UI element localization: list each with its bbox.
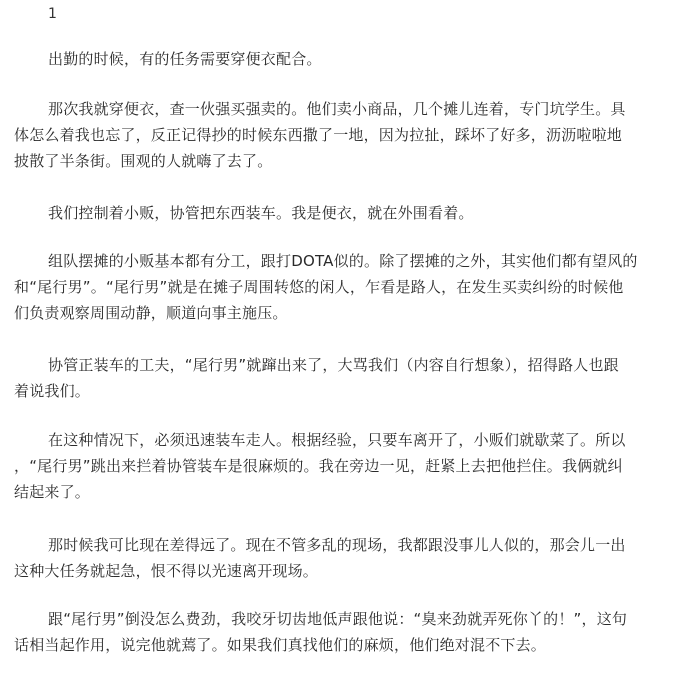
- paragraph-line: 协管正装车的工夫，“尾行男”就蹿出来了，大骂我们（内容自行想象），招得路人也跟: [48, 356, 619, 374]
- paragraph-line: 们负责观察周围动静，顺道向事主施压。: [14, 304, 288, 322]
- paragraph-line: 和“尾行男”。“尾行男”就是在摊子周围转悠的闲人，乍看是路人，在发生买卖纠纷的时候他: [14, 278, 624, 296]
- paragraph-line: 结起来了。: [14, 483, 91, 501]
- paragraph-line: 那次我就穿便衣，查一伙强买强卖的。他们卖小商品，几个摊儿连着，专门坑学生。具: [48, 100, 626, 118]
- paragraph-8: [14, 606, 672, 658]
- paragraph-5: [14, 352, 672, 404]
- paragraph-line: 在这种情况下，必须迅速装车走人。根据经验，只要车离开了，小贩们就歇菜了。所以: [48, 431, 626, 449]
- paragraph-3: [14, 200, 672, 226]
- paragraph-line: 这种大任务就起急，恨不得以光速离开现场。: [14, 562, 319, 580]
- paragraph-line: ，“尾行男”跳出来拦着协管装车是很麻烦的。我在旁边一见，赶紧上去把他拦住。我俩就纠: [14, 457, 623, 475]
- paragraph-line: 组队摆摊的小贩基本都有分工，跟打DOTA似的。除了摆摊的之外，其实他们都有望风的: [48, 252, 638, 270]
- paragraph-2: [14, 96, 672, 174]
- paragraph-line: 披散了半条街。围观的人就嗨了去了。: [14, 152, 273, 170]
- paragraph-line: 体怎么着我也忘了，反正记得抄的时候东西撒了一地，因为拉扯，踩坏了好多，沥沥啦啦地: [14, 126, 623, 144]
- paragraph-line: 着说我们。: [14, 382, 91, 400]
- chapter-number: 1: [48, 6, 57, 22]
- paragraph-4: [14, 248, 672, 326]
- paragraph-line: 那时候我可比现在差得远了。现在不管多乱的现场，我都跟没事儿人似的，那会儿一出: [48, 536, 626, 554]
- paragraph-7: [14, 532, 672, 584]
- paragraph-line: 话相当起作用，说完他就蔫了。如果我们真找他们的麻烦，他们绝对混不下去。: [14, 636, 547, 654]
- paragraph-line: 我们控制着小贩，协管把东西装车。我是便衣，就在外围看着。: [48, 204, 474, 222]
- paragraph-line: 跟“尾行男”倒没怎么费劲，我咬牙切齿地低声跟他说：“臭来劲就弄死你丫的！”，这句: [48, 610, 628, 628]
- paragraph-6: [14, 427, 672, 505]
- paragraph-1: [14, 46, 672, 72]
- paragraph-line: 出勤的时候，有的任务需要穿便衣配合。: [48, 50, 322, 68]
